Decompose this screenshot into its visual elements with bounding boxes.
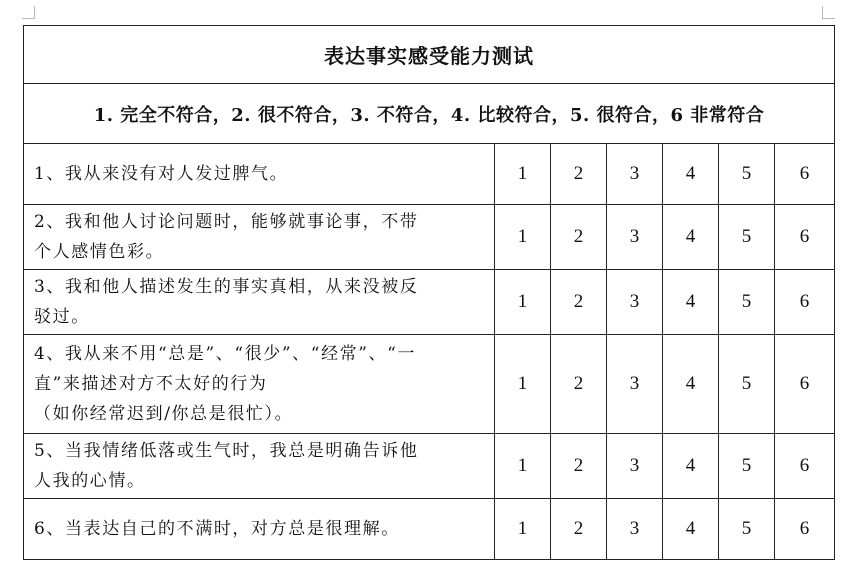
- option-3-cell[interactable]: 3: [607, 205, 663, 270]
- option-3-cell[interactable]: 3: [607, 144, 663, 205]
- question-line: 人我的心情。: [34, 471, 146, 491]
- question-text: [24, 144, 495, 205]
- option-3-cell[interactable]: 3: [607, 270, 663, 335]
- question-text: [24, 434, 495, 499]
- option-3-cell[interactable]: 3: [607, 434, 663, 499]
- question-row: [24, 270, 835, 335]
- question-row: [24, 434, 835, 499]
- question-line: 驳过。: [34, 307, 90, 327]
- option-2-cell[interactable]: 2: [551, 205, 607, 270]
- question-text: [24, 205, 495, 270]
- option-2-cell[interactable]: 2: [551, 270, 607, 335]
- option-1-cell[interactable]: 1: [495, 270, 551, 335]
- option-5-cell[interactable]: 5: [719, 270, 775, 335]
- option-5-cell[interactable]: 5: [719, 205, 775, 270]
- question-row: [24, 144, 835, 205]
- page-corner-mark-right: [822, 6, 835, 19]
- option-6-cell[interactable]: 6: [775, 499, 835, 560]
- option-1-cell[interactable]: 1: [495, 335, 551, 434]
- question-line: 直”来描述对方不太好的行为: [34, 374, 268, 394]
- option-5-cell[interactable]: 5: [719, 335, 775, 434]
- survey-table: [23, 25, 835, 560]
- option-4-cell[interactable]: 4: [663, 144, 719, 205]
- option-2-cell[interactable]: 2: [551, 434, 607, 499]
- question-line: 6、当表达自己的不满时，对方总是很理解。: [34, 519, 400, 539]
- option-6-cell[interactable]: 6: [775, 205, 835, 270]
- page-corner-mark-left: [22, 6, 35, 19]
- question-text: [24, 270, 495, 335]
- question-line: （如你经常迟到/你总是很忙）。: [34, 404, 294, 424]
- option-4-cell[interactable]: 4: [663, 270, 719, 335]
- option-4-cell[interactable]: 4: [663, 205, 719, 270]
- question-row: [24, 205, 835, 270]
- option-4-cell[interactable]: 4: [663, 499, 719, 560]
- option-6-cell[interactable]: 6: [775, 144, 835, 205]
- option-2-cell[interactable]: 2: [551, 499, 607, 560]
- option-6-cell[interactable]: 6: [775, 335, 835, 434]
- option-5-cell[interactable]: 5: [719, 499, 775, 560]
- question-line: 5、当我情绪低落或生气时，我总是明确告诉他: [34, 441, 419, 461]
- option-6-cell[interactable]: 6: [775, 270, 835, 335]
- option-6-cell[interactable]: 6: [775, 434, 835, 499]
- question-line: 3、我和他人描述发生的事实真相，从来没被反: [34, 277, 419, 297]
- option-2-cell[interactable]: 2: [551, 144, 607, 205]
- question-line: 1、我从来没有对人发过脾气。: [34, 164, 289, 184]
- question-line: 4、我从来不用“总是”、“很少”、“经常”、“一: [34, 344, 417, 364]
- option-1-cell[interactable]: 1: [495, 434, 551, 499]
- option-3-cell[interactable]: 3: [607, 499, 663, 560]
- question-row: [24, 499, 835, 560]
- option-1-cell[interactable]: 1: [495, 205, 551, 270]
- option-1-cell[interactable]: 1: [495, 144, 551, 205]
- option-4-cell[interactable]: 4: [663, 335, 719, 434]
- option-5-cell[interactable]: 5: [719, 144, 775, 205]
- option-2-cell[interactable]: 2: [551, 335, 607, 434]
- table-title: 表达事实感受能力测试: [24, 26, 835, 84]
- question-line: 2、我和他人讨论问题时，能够就事论事，不带: [34, 212, 419, 232]
- option-3-cell[interactable]: 3: [607, 335, 663, 434]
- rating-scale-legend: 1. 完全不符合，2. 很不符合，3. 不符合，4. 比较符合，5. 很符合，6 非常符合: [24, 84, 835, 144]
- option-5-cell[interactable]: 5: [719, 434, 775, 499]
- option-1-cell[interactable]: 1: [495, 499, 551, 560]
- question-line: 个人感情色彩。: [34, 242, 165, 262]
- question-row: [24, 335, 835, 434]
- question-text: [24, 499, 495, 560]
- option-4-cell[interactable]: 4: [663, 434, 719, 499]
- question-text: [24, 335, 495, 434]
